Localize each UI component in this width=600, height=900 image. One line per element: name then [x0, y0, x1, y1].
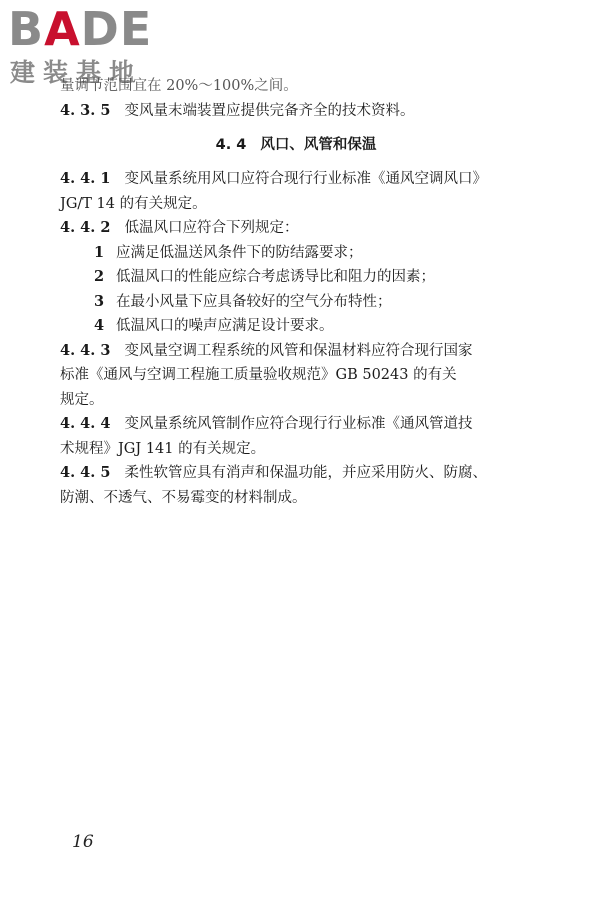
continuation-line: 量调节范围宜在 20%～100%之间。: [60, 78, 298, 94]
clause-text-cont: 术规程》JGJ 141 的有关规定。: [60, 440, 266, 457]
clause-text: 变风量空调工程系统的风管和保温材料应符合现行国家: [124, 342, 473, 359]
list-item: 4 低温风口的噪声应满足设计要求。: [94, 317, 334, 334]
clause-number: 4. 4. 4: [60, 415, 111, 432]
clause-number: 4. 4. 1: [60, 170, 111, 187]
document-body: [60, 74, 532, 510]
logo-wordmark: BADE: [8, 2, 153, 56]
list-item: 2 低温风口的性能应综合考虑诱导比和阻力的因素；: [94, 268, 435, 285]
list-item: 3 在最小风量下应具备较好的空气分布特性；: [94, 292, 392, 310]
clause-text: 变风量系统用风口应符合现行行业标准《通风空调风口》: [124, 171, 487, 187]
clause-4-4-5: [60, 461, 532, 510]
clause-4-4-2: [60, 216, 532, 339]
clause-text-cont: 防潮、不透气、不易霉变的材料制成。: [60, 489, 307, 506]
clause-4-4-4: [60, 412, 532, 461]
clause-number: 4. 4. 3: [60, 341, 111, 359]
section-heading: [60, 133, 532, 157]
clause-4-3-5: [60, 99, 532, 124]
clause-4-4-1: [60, 167, 532, 216]
clause-text-cont: 标准《通风与空调工程施工质量验收规范》GB 50243 的有关: [60, 367, 457, 383]
page-number: 16: [72, 832, 94, 852]
clause-text: 变风量末端装置应提供完备齐全的技术资料。: [124, 102, 415, 119]
clause-text: 低温风口应符合下列规定：: [124, 220, 299, 236]
clause-4-4-3: [60, 339, 532, 413]
list-item: 1 应满足低温送风条件下的防结露要求；: [94, 243, 363, 261]
clause-text: 柔性软管应具有消声和保温功能，并应采用防火、防腐、: [124, 465, 487, 481]
clause-text-cont: 规定。: [60, 391, 104, 408]
clause-number: 4. 3. 5: [60, 101, 111, 119]
clause-text: 变风量系统风管制作应符合现行行业标准《通风管道技: [124, 416, 473, 432]
logo-subtitle: 建装基地: [10, 58, 143, 87]
clause-number: 4. 4. 2: [60, 219, 111, 236]
clause-text-cont: JG/T 14 的有关规定。: [60, 195, 207, 212]
clause-number: 4. 4. 5: [60, 464, 111, 481]
section-number: 4. 4: [215, 137, 247, 153]
section-title-text: 风口、风管和保温: [260, 137, 377, 153]
